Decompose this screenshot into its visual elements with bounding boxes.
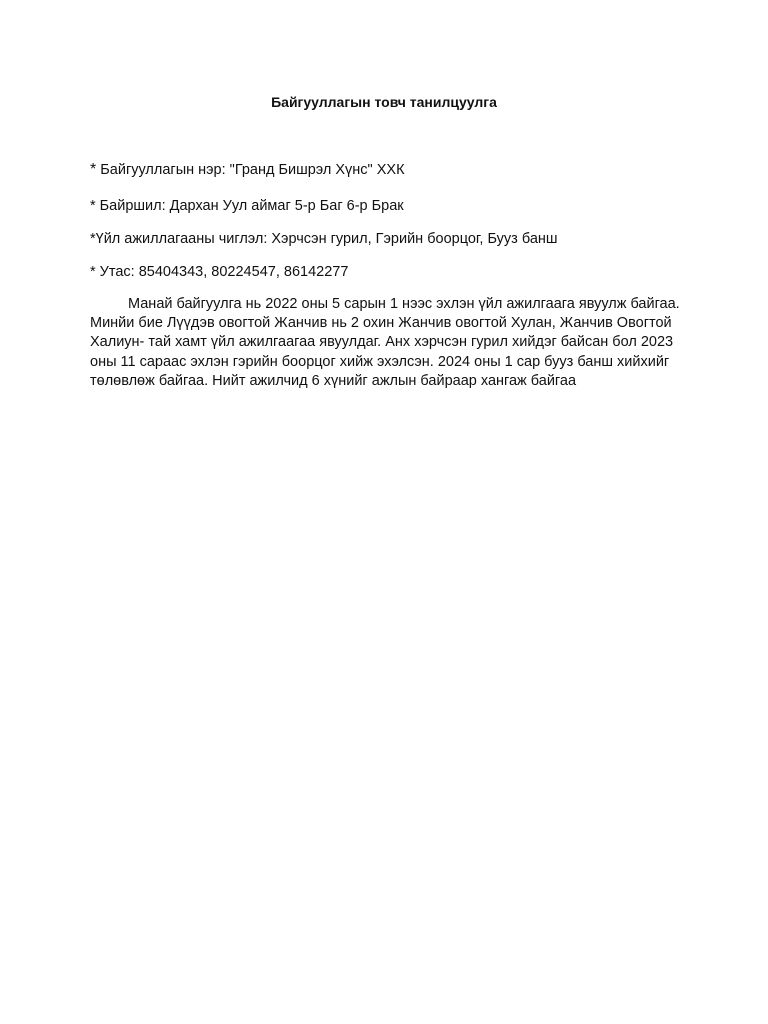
location-line: * Байршил: Дархан Уул аймаг 5-р Баг 6-р Брак: [90, 198, 404, 214]
company-name-text: Байгууллагын нэр: "Гранд Бишрэл Хүнс" ХХК: [100, 162, 405, 178]
description-paragraph: Манай байгуулга нь 2022 оны 5 сарын 1 нээс эхлэн үйл ажилгаага явуулж байгаа. Минйи бие Лүүдэв овогтой Жанчив нь 2 охин Жанчив овогтой Хулан, Жанчив Овогтой Халиун- тай хамт үйл ажилгаагаа явуулдаг. Анх хэрчсэн гурил хийдэг байсан бол 2023 оны 11 сараас эхлэн гэрийн боорцог хийж эхэлсэн. 2024 оны 1 сар бууз банш хийхийг төлөвлөж байгаа. Нийт ажилчид 6 хүнийг ажлын байраар хангаж байгаа: [90, 296, 680, 389]
company-name-line: [90, 160, 690, 180]
document-title: Байгууллагын товч танилцуулга: [271, 94, 497, 110]
activity-line: *Үйл ажиллагааны чиглэл: Хэрчсэн гурил, Гэрийн боорцог, Бууз банш: [90, 231, 558, 247]
phone-line: * Утас: 85404343, 80224547, 86142277: [90, 264, 349, 280]
bullet-star: *: [90, 161, 97, 178]
